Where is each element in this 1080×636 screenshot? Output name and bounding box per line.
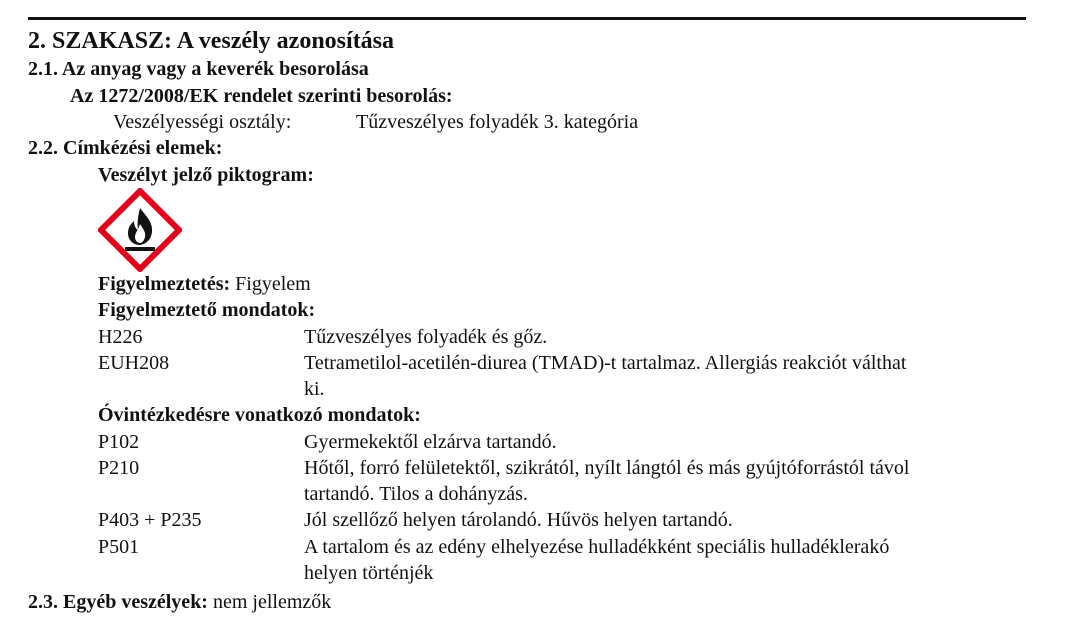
statement-text-continued: helyen történjék bbox=[304, 562, 434, 584]
pictogram-label: Veszélyt jelző piktogram: bbox=[98, 164, 314, 186]
heading-2-1: 2.1. Az anyag vagy a keverék besorolása bbox=[28, 58, 369, 80]
statement-code: P102 bbox=[98, 431, 140, 453]
statement-text: Gyermekektől elzárva tartandó. bbox=[304, 431, 557, 453]
statement-text: A tartalom és az edény elhelyezése hulladékként speciális hulladéklerakó bbox=[304, 536, 890, 558]
statement-code: EUH208 bbox=[98, 352, 170, 374]
signal-word-line bbox=[98, 272, 311, 296]
other-hazards-value: nem jellemzők bbox=[212, 591, 332, 613]
hazard-class-value: Tűzveszélyes folyadék 3. kategória bbox=[356, 111, 639, 133]
top-rule bbox=[28, 17, 1026, 20]
statement-code: P501 bbox=[98, 536, 140, 558]
heading-2-3: 2.3. Egyéb veszélyek: bbox=[28, 591, 208, 613]
heading-2-2: 2.2. Címkézési elemek: bbox=[28, 137, 223, 159]
statement-text: Tűzveszélyes folyadék és gőz. bbox=[304, 326, 548, 348]
statement-text-continued: ki. bbox=[304, 378, 325, 400]
statement-text: Jól szellőző helyen tárolandó. Hűvös helyen tartandó. bbox=[304, 509, 733, 531]
hazard-statements-heading: Figyelmeztető mondatok: bbox=[98, 299, 316, 321]
section-title: 2. SZAKASZ: A veszély azonosítása bbox=[28, 28, 395, 54]
statement-text: Tetrametilol-acetilén-diurea (TMAD)-t tartalmaz. Allergiás reakciót válthat bbox=[304, 352, 907, 374]
signal-word-value: Figyelem bbox=[235, 273, 311, 295]
precaution-heading: Óvintézkedésre vonatkozó mondatok: bbox=[98, 404, 421, 426]
statement-text-continued: tartandó. Tilos a dohányzás. bbox=[304, 483, 528, 505]
statement-text: Hőtől, forró felületektől, szikrától, nyílt lángtól és más gyújtóforrástól távol bbox=[304, 457, 910, 479]
subheading-regulation: Az 1272/2008/EK rendelet szerinti besorolás: bbox=[70, 85, 453, 107]
flame-ghs02-icon bbox=[98, 188, 182, 272]
statement-code: H226 bbox=[98, 326, 143, 348]
other-hazards-line bbox=[28, 590, 331, 614]
hazard-class-label: Veszélyességi osztály: bbox=[113, 111, 292, 133]
signal-word-label: Figyelmeztetés: bbox=[98, 273, 231, 295]
statement-code: P403 + P235 bbox=[98, 509, 202, 531]
statement-code: P210 bbox=[98, 457, 140, 479]
